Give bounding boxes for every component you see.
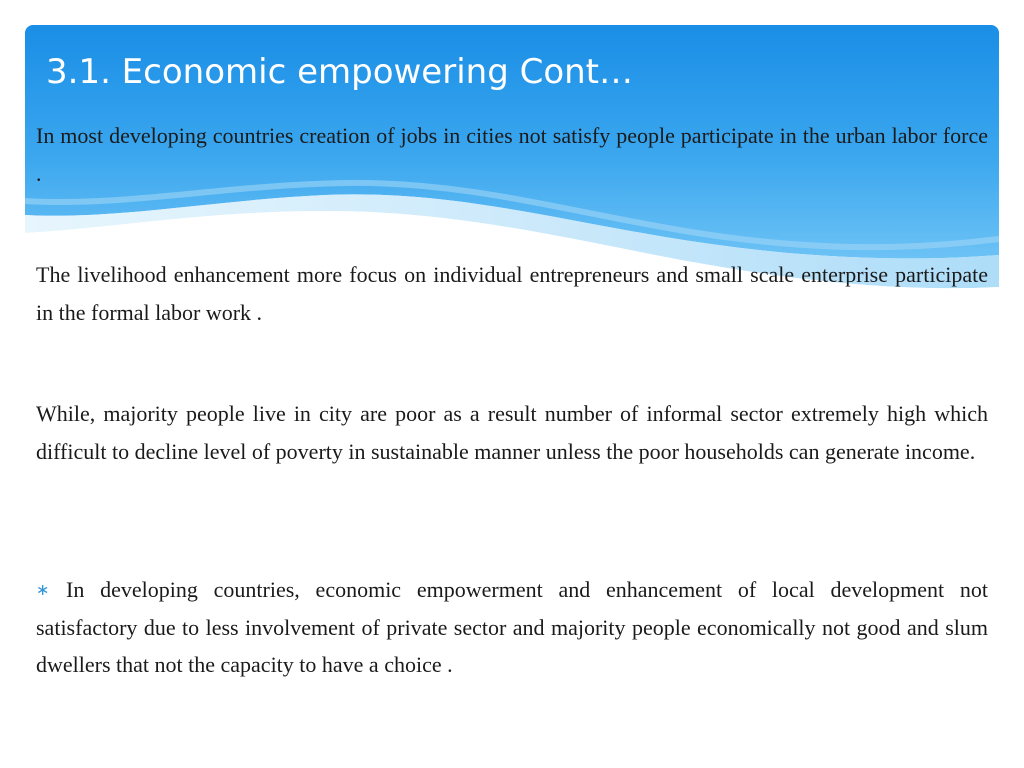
paragraph-informal-sector: While, majority people live in city are poor as a result number of informal sector extremely high which difficult to decline level of poverty in sustainable manner unless the poor households can generate income. — [36, 401, 988, 464]
bullet-text: In developing countries, economic empowerment and enhancement of local development not satisfactory due to less involvement of private sector and majority people economically not good and slum dwellers that not the capacity to have a choice . — [36, 577, 988, 677]
slide-title: 3.1. Economic empowering Cont… — [46, 52, 634, 92]
bullet-economic-empowerment — [36, 571, 988, 684]
paragraph-jobs-in-cities: In most developing countries creation of jobs in cities not satisfy people participate in the urban labor force . — [36, 123, 988, 186]
paragraph-livelihood-enhancement: The livelihood enhancement more focus on individual entrepreneurs and small scale enterprise participate in the formal labor work . — [36, 262, 988, 325]
asterisk-bullet-icon: ∗ — [36, 580, 50, 599]
